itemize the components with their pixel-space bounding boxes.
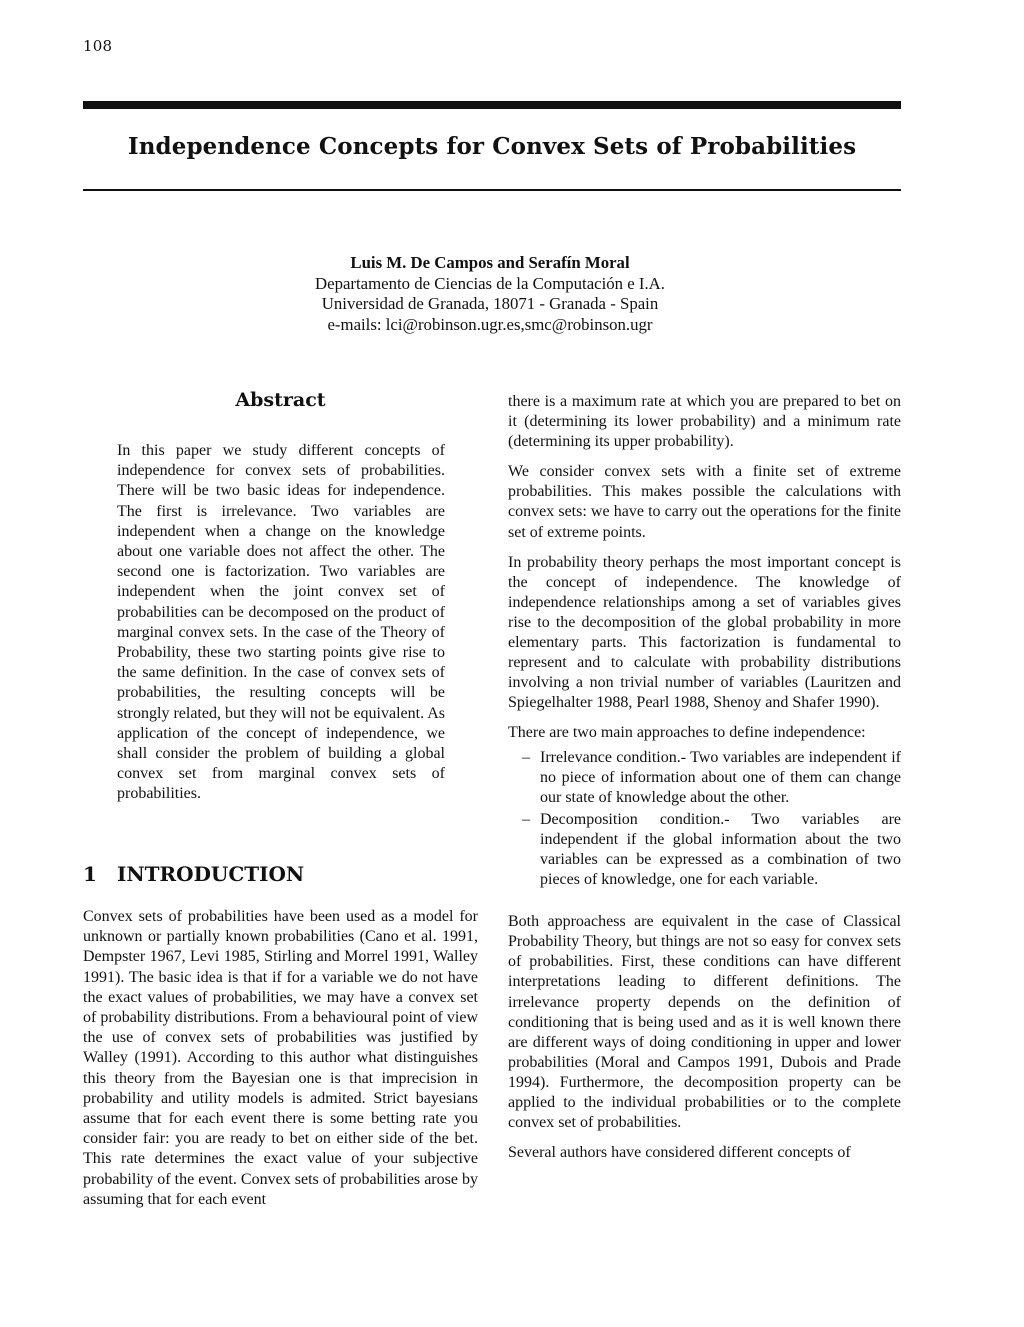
- intro-paragraph-4: There are two main approaches to define independence:: [508, 724, 866, 742]
- page-number: 108: [83, 37, 113, 55]
- intro-paragraph-continued: there is a maximum rate at which you are prepared to bet on it (determining its lower probability) and a minimum rate (determining its upper probability).: [508, 393, 901, 451]
- introduction-text: [83, 907, 478, 1210]
- intro-paragraph-3: In probability theory perhaps the most important concept is the concept of independence. The knowledge of independence relationships among a set of variables gives rise to the decomposition of the global probability in more elementary parts. This factorization is fundamental to represent and to calculate with probability distributions involving a non trivial number of variables (Lauritzen and Spiegelhalter 1988, Pearl 1988, Shenoy and Shafer 1990).: [508, 553, 901, 712]
- intro-paragraph-6: Several authors have considered different concepts of: [508, 1144, 851, 1162]
- list-item-text: Irrelevance condition.- Two variables are independent if no piece of information about one of them can change our state of knowledge about the other.: [540, 748, 901, 806]
- title-bottom-rule: [83, 189, 901, 191]
- intro-paragraph-5: Both approachess are equivalent in the case of Classical Probability Theory, but things are not so easy for convex sets of probabilities. First, these conditions can have different interpretations leading to different definitions. The irrelevance property depends on the definition of conditioning that is being used and as it is well known there are different ways of doing conditioning in upper and lower probabilities (Moral and Campos 1991, Dubois and Prade 1994). Furthermore, the decomposition property can be applied to the individual probabilities or to the complete convex set of probabilities.: [508, 913, 901, 1132]
- approaches-list: [508, 748, 901, 891]
- author-names: Luis M. De Campos and Serafín Moral: [350, 253, 630, 272]
- title-top-rule: [83, 101, 901, 109]
- list-item-text: Decomposition condition.- Two variables are independent if the global information about the two variables can be expressed as a combination of two pieces of knowledge, one for each variable.: [540, 810, 901, 889]
- abstract-heading: Abstract: [235, 389, 326, 411]
- list-dash: –: [522, 748, 530, 766]
- section-heading: [83, 862, 478, 886]
- section-number: 1: [83, 862, 97, 886]
- author-department: Departamento de Ciencias de la Computación e I.A.: [315, 273, 665, 293]
- right-column: [508, 392, 901, 1173]
- author-university: Universidad de Granada, 18071 - Granada - Spain: [321, 294, 659, 313]
- list-item: [508, 810, 901, 890]
- list-item: [508, 748, 901, 808]
- abstract-paragraph: In this paper we study different concepts of independence for convex sets of probabilities. There will be two basic ideas for independence. The first is irrelevance. Two variables are independent when a change on the knowledge about one variable does not affect the other. The second one is factorization. Two variables are independent when the joint convex set of probabilities can be decomposed on the product of marginal convex sets. In the case of the Theory of Probability, these two starting points give rise to the same definition. In the case of convex sets of probabilities, the resulting concepts will be strongly related, but they will not be equivalent. As application of the concept of independence, we shall consider the problem of building a global convex set from marginal convex sets of probabilities.: [117, 442, 445, 803]
- author-emails: e-mails: lci@robinson.ugr.es,smc@robinson.ugr: [327, 314, 653, 334]
- abstract-text: [117, 441, 445, 805]
- intro-paragraph-2: We consider convex sets with a finite set of extreme probabilities. This makes possible the calculations with convex sets: we have to carry out the operations for the finite set of extreme points.: [508, 463, 901, 541]
- author-block: [270, 253, 710, 335]
- intro-paragraph-1: Convex sets of probabilities have been used as a model for unknown or partially known probabilities (Cano et al. 1991, Dempster 1967, Levi 1985, Stirling and Morrel 1991, Walley 1991). The basic idea is that if for a variable we do not have the exact values of probabilities, we may have a convex set of probability distributions. From a behavioural point of view the use of convex sets of probabilities was justified by Walley (1991). According to this author what distinguishes this theory from the Bayesian one is that imprecision in probability and utility models is admited. Strict bayesians assume that for each event there is some betting rate you consider fair: you are ready to bet on either side of the bet. This rate determines the exact value of your subjective probability of the event. Convex sets of probabilities arose by assuming that for each event: [83, 908, 478, 1208]
- section-title: INTRODUCTION: [117, 862, 305, 886]
- list-dash: –: [522, 810, 530, 828]
- paper-title: Independence Concepts for Convex Sets of Probabilities: [127, 133, 857, 160]
